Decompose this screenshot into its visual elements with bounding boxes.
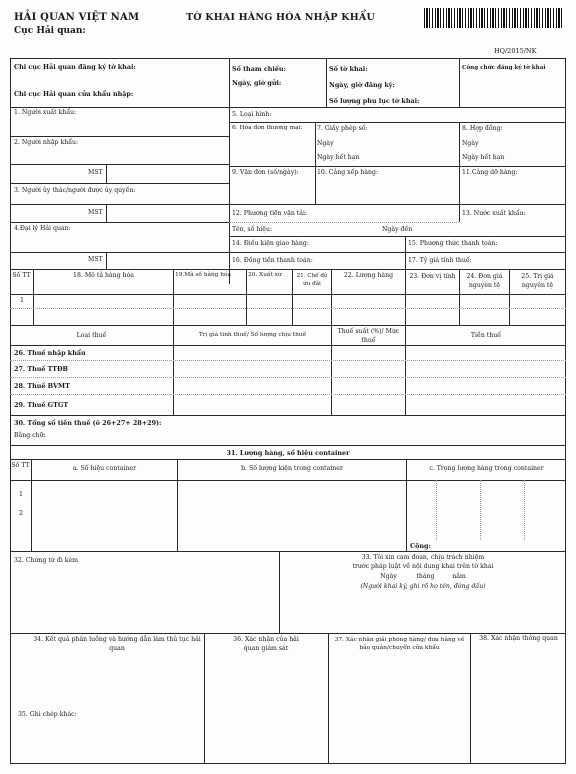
form-code: HQ/2015/NK <box>494 47 537 55</box>
tax-in-words-label: Bằng chữ: <box>14 432 46 439</box>
container-header-number: a. Số hiệu container <box>72 465 137 472</box>
declarant-date-line: Ngày tháng năm <box>380 573 466 580</box>
field-13-label: 13. Nước xuất khẩu: <box>462 210 526 217</box>
sent-datetime-label: Ngày, giờ gửi: <box>232 79 282 87</box>
tax-total-label: 30. Tổng số tiền thuế (ô 26+27+ 28+29): <box>14 419 162 427</box>
vessel-label: Tên, số hiệu: <box>232 226 273 233</box>
field-34-label: 34. Kết quả phân luồng và hướng dẫn làm thủ tục hải quan <box>33 636 201 652</box>
container-header-packages: b. Số lượng kiện trong container <box>241 465 343 472</box>
tax-header-amount: Tiền thuế <box>470 332 502 339</box>
tax-row-vat: 29. Thuế GTGT <box>14 401 69 409</box>
declarant-sign-note: (Người khai ký, ghi rõ họ tên, đóng dấu) <box>360 583 486 590</box>
goods-header-hs-code: 19.Mã số hàng hóa <box>175 272 231 278</box>
container-header-stt: Số TT <box>11 462 30 469</box>
goods-header-quantity: 22. Lượng hàng <box>343 272 394 279</box>
goods-header-value: 25. Trị giá nguyên tệ <box>521 273 554 290</box>
arrival-date-label: Ngày đến <box>382 226 413 233</box>
field-36-label: 36. Xác nhận của hải quan giám sát <box>233 636 299 652</box>
field-6-label: 6. Hóa đơn thương mại: <box>232 125 303 131</box>
field-10-label: 10. Cảng xếp hàng: <box>317 169 379 176</box>
container-title: 31. Lượng hàng, số hiệu container <box>226 449 350 457</box>
contract-expiry-label: Ngày hết hạn <box>462 154 505 161</box>
field-35-label: 35. Ghi chép khác: <box>18 711 77 718</box>
field-33-line-1: 33. Tôi xin cam đoan, chịu trách nhiệm <box>361 554 485 561</box>
entrusting-mst-label: MST <box>88 209 103 216</box>
field-15-label: 15. Phương thức thanh toán: <box>408 240 498 247</box>
field-11-label: 11.Cảng dỡ hàng: <box>462 169 518 176</box>
tax-header-type: Loại thuế <box>76 332 107 339</box>
customs-branch-gate: Chi cục Hải quan cửa khẩu nhập: <box>14 90 134 98</box>
agent-label: 4.Đại lý Hải quan: <box>14 225 71 232</box>
importer-mst-label: MST <box>88 169 103 176</box>
goods-header-preference: 21. Chế độ ưu đãi <box>296 273 328 288</box>
container-row-2: 2 <box>19 510 23 517</box>
field-14-label: 14. Điều kiện giao hàng: <box>232 240 309 247</box>
permit-expiry-label: Ngày hết hạn <box>317 154 360 161</box>
field-9-label: 9. Vận đơn (số/ngày): <box>232 169 299 176</box>
importer-label: 2. Người nhập khẩu: <box>14 139 79 146</box>
field-12-label: 12. Phương tiện vận tải: <box>232 210 308 217</box>
tax-header-taxable-value: Trị giá tính thuế/ Số lượng chịu thuế <box>198 332 307 338</box>
container-total-label: Cộng: <box>410 542 431 550</box>
goods-header-unit-price: 24. Đơn giá nguyên tệ <box>466 273 503 290</box>
department-label: Cục Hải quan: <box>14 26 86 36</box>
tax-row-environment: 28. Thuế BVMT <box>14 382 70 390</box>
agent-mst-label: MST <box>88 256 103 263</box>
goods-header-description: 18. Mô tả hàng hóa <box>73 272 134 279</box>
exporter-label: 1. Người xuất khẩu: <box>14 109 77 116</box>
tax-row-import: 26. Thuế nhập khẩu <box>14 349 86 357</box>
field-37-label: 37. Xác nhận giải phóng hàng/ đưa hàng về bảo quản/chuyển cửa khẩu <box>334 637 465 652</box>
permit-date-label: Ngày <box>317 140 334 147</box>
goods-header-stt: Số TT <box>12 272 31 279</box>
barcode <box>424 8 564 28</box>
field-8-label: 8. Hợp đồng: <box>462 125 503 132</box>
reference-no-label: Số tham chiếu: <box>232 65 286 73</box>
declaration-no-label: Số tờ khai: <box>329 65 368 73</box>
field-38-label: 38. Xác nhận thông quan <box>479 635 558 642</box>
registered-datetime-label: Ngày, giờ đăng ký: <box>329 81 395 89</box>
field-5-label: 5. Loại hình: <box>232 111 272 118</box>
appendix-count-label: Số lượng phụ lục tờ khai: <box>329 97 420 105</box>
customs-branch-registered: Chi cục Hải quan đăng ký tờ khai: <box>14 63 136 71</box>
contract-date-label: Ngày <box>462 140 479 147</box>
field-33-line-2: trước pháp luật về nội dung khai trên tờ khai <box>352 563 494 570</box>
field-16-label: 16. Đồng tiền thanh toán: <box>232 257 313 264</box>
goods-header-origin: 20. Xuất xứ <box>248 272 282 278</box>
officer-label: Công chức đăng ký tờ khai <box>462 65 546 71</box>
agency-name: HẢI QUAN VIỆT NAM <box>14 12 140 23</box>
goods-row-number: 1 <box>20 297 24 304</box>
tax-header-rate: Thuế suất (%)/ Mức thuế <box>337 328 400 344</box>
entrusting-label: 3. Người ủy thác/người được ủy quyền: <box>14 187 136 194</box>
field-17-label: 17. Tỷ giá tính thuế: <box>408 257 472 264</box>
goods-header-unit: 23. Đơn vị tính <box>409 273 456 280</box>
container-row-1: 1 <box>19 491 23 498</box>
field-7-label: 7. Giấy phép số: <box>317 125 368 132</box>
field-32-label: 32. Chứng từ đi kèm <box>14 557 79 564</box>
container-header-weight: c. Trọng lượng hàng trong container <box>429 465 544 472</box>
tax-row-special-consumption: 27. Thuế TTĐB <box>14 365 68 373</box>
form-title: TỜ KHAI HÀNG HÓA NHẬP KHẨU <box>186 12 375 23</box>
